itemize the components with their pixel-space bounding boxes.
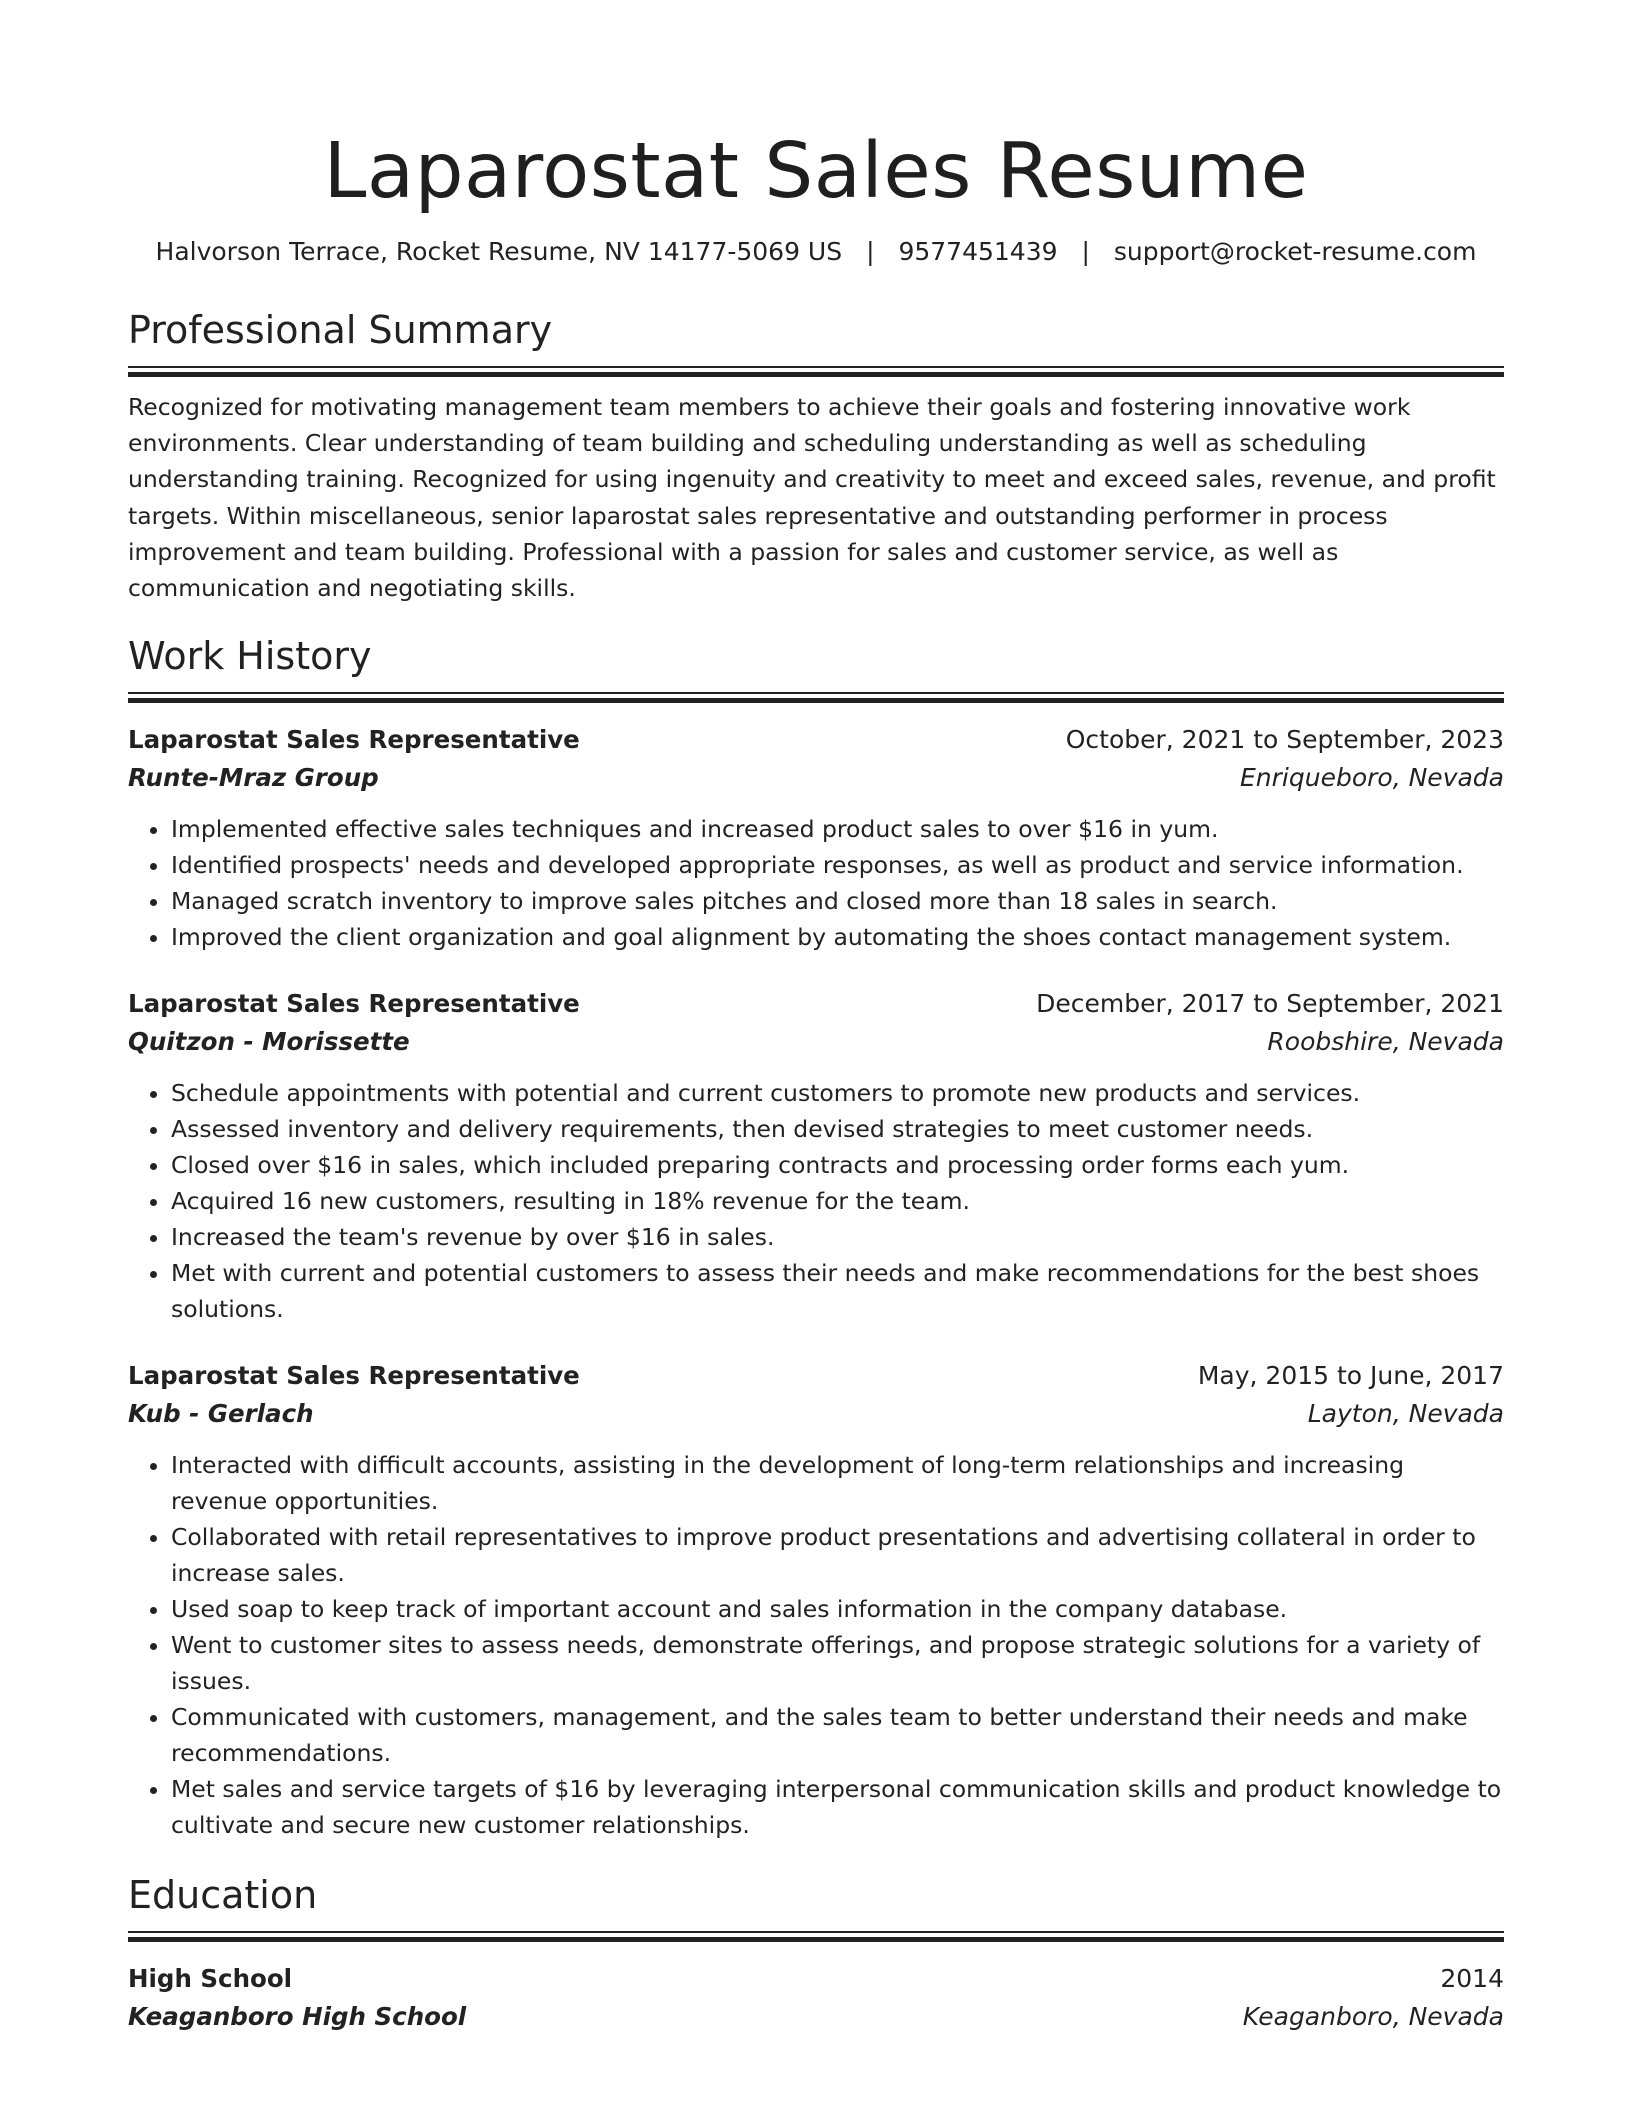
job-entry <box>128 985 1504 1327</box>
education-location: Keaganboro, Nevada <box>1242 2002 1504 2032</box>
job-entry <box>128 721 1504 955</box>
job-bullet: • Closed over $16 in sales, which included preparing contracts and processing order forms each yum. <box>171 1147 1504 1183</box>
contact-phone: 9577451439 <box>898 237 1058 266</box>
education-school: Keaganboro High School <box>128 2002 467 2032</box>
job-location: Layton, Nevada <box>1307 1399 1504 1429</box>
job-bullet: • Collaborated with retail representatives to improve product presentations and advertising collateral in order to increase sales. <box>171 1519 1504 1591</box>
resume-page <box>128 0 1504 2036</box>
summary-section <box>128 306 1504 606</box>
contact-email: support@rocket-resume.com <box>1113 237 1477 266</box>
job-title: Laparostat Sales Representative <box>128 725 580 755</box>
job-bullet: • Implemented effective sales techniques and increased product sales to over $16 in yum. <box>171 811 1504 847</box>
job-bullet: • Used soap to keep track of important account and sales information in the company database. <box>171 1591 1504 1627</box>
job-entry <box>128 1357 1504 1843</box>
job-dates: December, 2017 to September, 2021 <box>1036 989 1504 1019</box>
job-bullet: • Communicated with customers, management, and the sales team to better understand their needs and make recommendations. <box>171 1699 1504 1771</box>
education-section <box>128 1871 1504 2036</box>
contact-address: Halvorson Terrace, Rocket Resume, NV 14177-5069 US <box>155 237 843 266</box>
job-bullet-list <box>128 1075 1504 1327</box>
job-dates: October, 2021 to September, 2023 <box>1065 725 1504 755</box>
job-bullet: • Increased the team's revenue by over $16 in sales. <box>171 1219 1504 1255</box>
education-year: 2014 <box>1440 1964 1504 1994</box>
work-history-section <box>128 632 1504 1843</box>
job-bullet: • Schedule appointments with potential and current customers to promote new products and services. <box>171 1075 1504 1111</box>
contact-separator: | <box>1081 237 1090 266</box>
job-location: Roobshire, Nevada <box>1267 1027 1504 1057</box>
section-heading-summary: Professional Summary <box>128 308 553 352</box>
education-entry <box>128 1960 1504 2036</box>
job-bullet: • Acquired 16 new customers, resulting in 18% revenue for the team. <box>171 1183 1504 1219</box>
contact-separator: | <box>866 237 875 266</box>
section-heading-education: Education <box>128 1873 318 1918</box>
job-bullet-list <box>128 1447 1504 1843</box>
job-dates: May, 2015 to June, 2017 <box>1197 1361 1504 1391</box>
job-company: Quitzon - Morissette <box>128 1027 410 1057</box>
job-bullet: • Met with current and potential customers to assess their needs and make recommendations for the best shoes solutions. <box>171 1255 1504 1327</box>
job-company: Runte-Mraz Group <box>128 763 379 793</box>
job-bullet: • Interacted with difficult accounts, assisting in the development of long-term relationships and increasing revenue opportunities. <box>171 1447 1504 1519</box>
job-bullet: • Assessed inventory and delivery requirements, then devised strategies to meet customer needs. <box>171 1111 1504 1147</box>
section-divider <box>128 366 1504 377</box>
contact-line <box>128 236 1504 268</box>
job-location: Enriqueboro, Nevada <box>1240 763 1504 793</box>
job-bullet: • Improved the client organization and goal alignment by automating the shoes contact management system. <box>171 919 1504 955</box>
job-company: Kub - Gerlach <box>128 1399 314 1429</box>
job-bullet: • Met sales and service targets of $16 by leveraging interpersonal communication skills and product knowledge to cultivate and secure new customer relationships. <box>171 1771 1504 1843</box>
job-bullet: • Went to customer sites to assess needs, demonstrate offerings, and propose strategic solutions for a variety of issues. <box>171 1627 1504 1699</box>
job-bullet: • Managed scratch inventory to improve sales pitches and closed more than 18 sales in search. <box>171 883 1504 919</box>
section-divider <box>128 1931 1504 1942</box>
summary-text: Recognized for motivating management team members to achieve their goals and fostering innovative work environments. Clear understanding of team building and scheduling understanding as well as scheduling understanding training. Recognized for using ingenuity and creativity to meet and exceed sales, revenue, and profit targets. Within miscellaneous, senior laparostat sales representative and outstanding performer in process improvement and team building. Professional with a passion for sales and customer service, as well as communication and negotiating skills. <box>128 393 1496 603</box>
job-title: Laparostat Sales Representative <box>128 1361 580 1391</box>
job-bullet: • Identified prospects' needs and developed appropriate responses, as well as product and service information. <box>171 847 1504 883</box>
resume-title: Laparostat Sales Resume <box>323 127 1309 216</box>
job-title: Laparostat Sales Representative <box>128 989 580 1019</box>
education-degree: High School <box>128 1964 293 1994</box>
section-divider <box>128 692 1504 703</box>
job-bullet-list <box>128 811 1504 955</box>
section-heading-work-history: Work History <box>128 634 372 679</box>
